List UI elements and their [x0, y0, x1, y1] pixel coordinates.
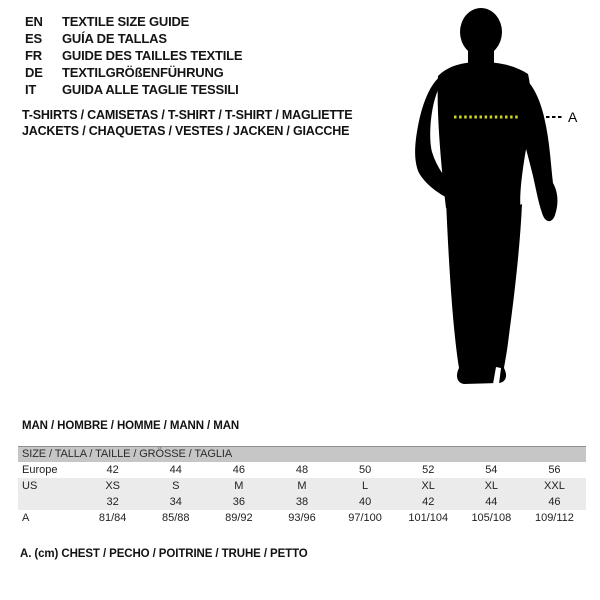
size-table-container — [18, 446, 586, 526]
guide-title-en: TEXTILE SIZE GUIDE — [62, 14, 190, 29]
table-cell: XS — [105, 479, 120, 492]
row-label: Europe — [22, 463, 58, 476]
language-code: DE — [25, 65, 43, 80]
table-cell: 46 — [232, 463, 245, 476]
table-row-us-numeric — [18, 494, 586, 510]
table-cell: 42 — [422, 495, 435, 508]
table-header-cell: SIZE / TALLA / TAILLE / GRÖSSE / TAGLIA — [18, 447, 586, 462]
table-cell: 40 — [358, 495, 372, 508]
language-code: FR — [25, 48, 42, 63]
table-cell: 105/108 — [471, 511, 512, 524]
table-cell: XL — [484, 479, 499, 492]
table-cell: 46 — [548, 495, 561, 508]
language-code: EN — [25, 14, 43, 29]
table-cell: 85/88 — [162, 511, 190, 524]
guide-title-de: TEXTILGRÖßENFÜHRUNG — [62, 65, 224, 80]
row-label — [18, 494, 81, 510]
size-table — [18, 446, 586, 526]
table-cell: L — [362, 479, 369, 492]
table-row-europe — [18, 462, 586, 478]
guide-title-es: GUÍA DE TALLAS — [62, 31, 167, 46]
measure-label-a: A — [568, 109, 578, 125]
table-cell: 42 — [106, 463, 119, 476]
table-cell: XL — [421, 479, 435, 492]
table-cell: 50 — [358, 463, 372, 476]
table-cell: 54 — [485, 463, 498, 476]
table-cell: 81/84 — [98, 511, 127, 524]
table-cell: 109/112 — [534, 511, 574, 524]
table-cell: 44 — [485, 495, 498, 508]
table-cell: S — [172, 479, 180, 492]
table-cell: XXL — [544, 479, 565, 492]
table-cell: 52 — [422, 463, 435, 476]
table-row-us — [18, 478, 586, 494]
table-cell: 93/96 — [288, 511, 316, 524]
table-cell: 44 — [169, 463, 182, 476]
guide-title-it: GUIDA ALLE TAGLIE TESSILI — [62, 82, 239, 97]
category-tshirts: T-SHIRTS / CAMISETAS / T-SHIRT / T-SHIRT / MAGLIETTE — [22, 108, 353, 122]
table-cell: 38 — [295, 495, 309, 508]
table-row-chest-cm — [18, 510, 586, 526]
table-cell: 34 — [169, 495, 182, 508]
table-cell: 97/100 — [348, 511, 382, 524]
category-jackets: JACKETS / CHAQUETAS / VESTES / JACKEN / GIACCHE — [22, 124, 350, 138]
silhouette-legs — [446, 200, 522, 384]
man-silhouette — [415, 8, 557, 384]
table-cell: M — [297, 479, 307, 492]
row-label: A — [22, 511, 30, 524]
measure-footnote: A. (cm) CHEST / PECHO / POITRINE / TRUHE / PETTO — [20, 548, 308, 560]
section-title-man: MAN / HOMBRE / HOMME / MANN / MAN — [22, 420, 240, 432]
table-cell: 89/92 — [225, 511, 253, 524]
guide-title-fr: GUIDE DES TAILLES TEXTILE — [62, 48, 243, 63]
language-code: IT — [25, 82, 37, 97]
table-cell: 101/104 — [408, 511, 449, 524]
language-code: ES — [25, 31, 42, 46]
table-cell: 48 — [295, 463, 309, 476]
table-cell: M — [234, 479, 244, 492]
table-header-row — [18, 447, 586, 462]
table-cell: 36 — [232, 495, 245, 508]
table-cell: 32 — [106, 495, 119, 508]
row-label: US — [22, 479, 38, 492]
table-cell: 56 — [548, 463, 561, 476]
